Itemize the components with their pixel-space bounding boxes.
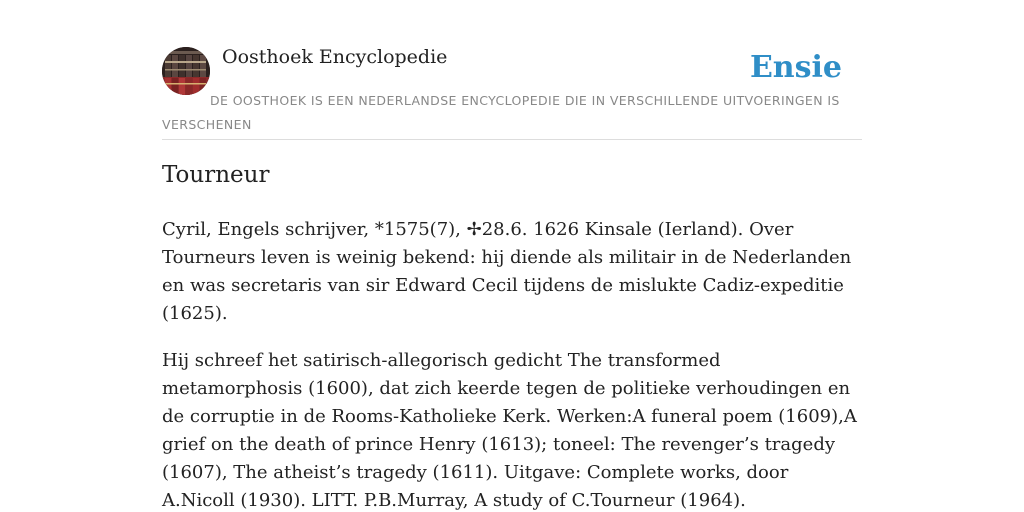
header-divider <box>162 139 862 140</box>
article-paragraph: Cyril, Engels schrijver, *1575(7), ✢28.6. 1626 Kinsale (Ierland). Over Tourneurs leven is weinig bekend: hij diende als militair in de Nederlanden en was secretaris van sir Edward Cecil tijdens de mislukte Cadiz-expeditie (1625). <box>162 219 852 324</box>
encyclopedia-books-icon[interactable] <box>162 47 210 95</box>
ensie-brand-logo[interactable]: Ensie <box>749 50 842 85</box>
site-tagline: DE OOSTHOEK IS EEN NEDERLANDSE ENCYCLOPEDIE DIE IN VERSCHILLENDE UITVOERINGEN IS VERSCHENEN <box>162 93 840 132</box>
article-paragraph: Hij schreef het satirisch-allegorisch gedicht The transformed metamorphosis (1600), dat zich keerde tegen de politieke verhoudingen en de corruptie in de Rooms-Katholieke Kerk. Werken:A funeral poem (1609),A grief on the death of prince Henry (1613); toneel: The revenger’s tragedy (1607), The atheist’s tragedy (1611). Uitgave: Complete works, door A.Nicoll (1930). LITT. P.B.Murray, A study of C.Tourneur (1964). <box>162 350 857 511</box>
article-title: Tourneur <box>162 162 270 188</box>
books-image <box>162 47 210 95</box>
article-body <box>162 216 862 512</box>
site-name[interactable]: Oosthoek Encyclopedie <box>222 46 448 68</box>
